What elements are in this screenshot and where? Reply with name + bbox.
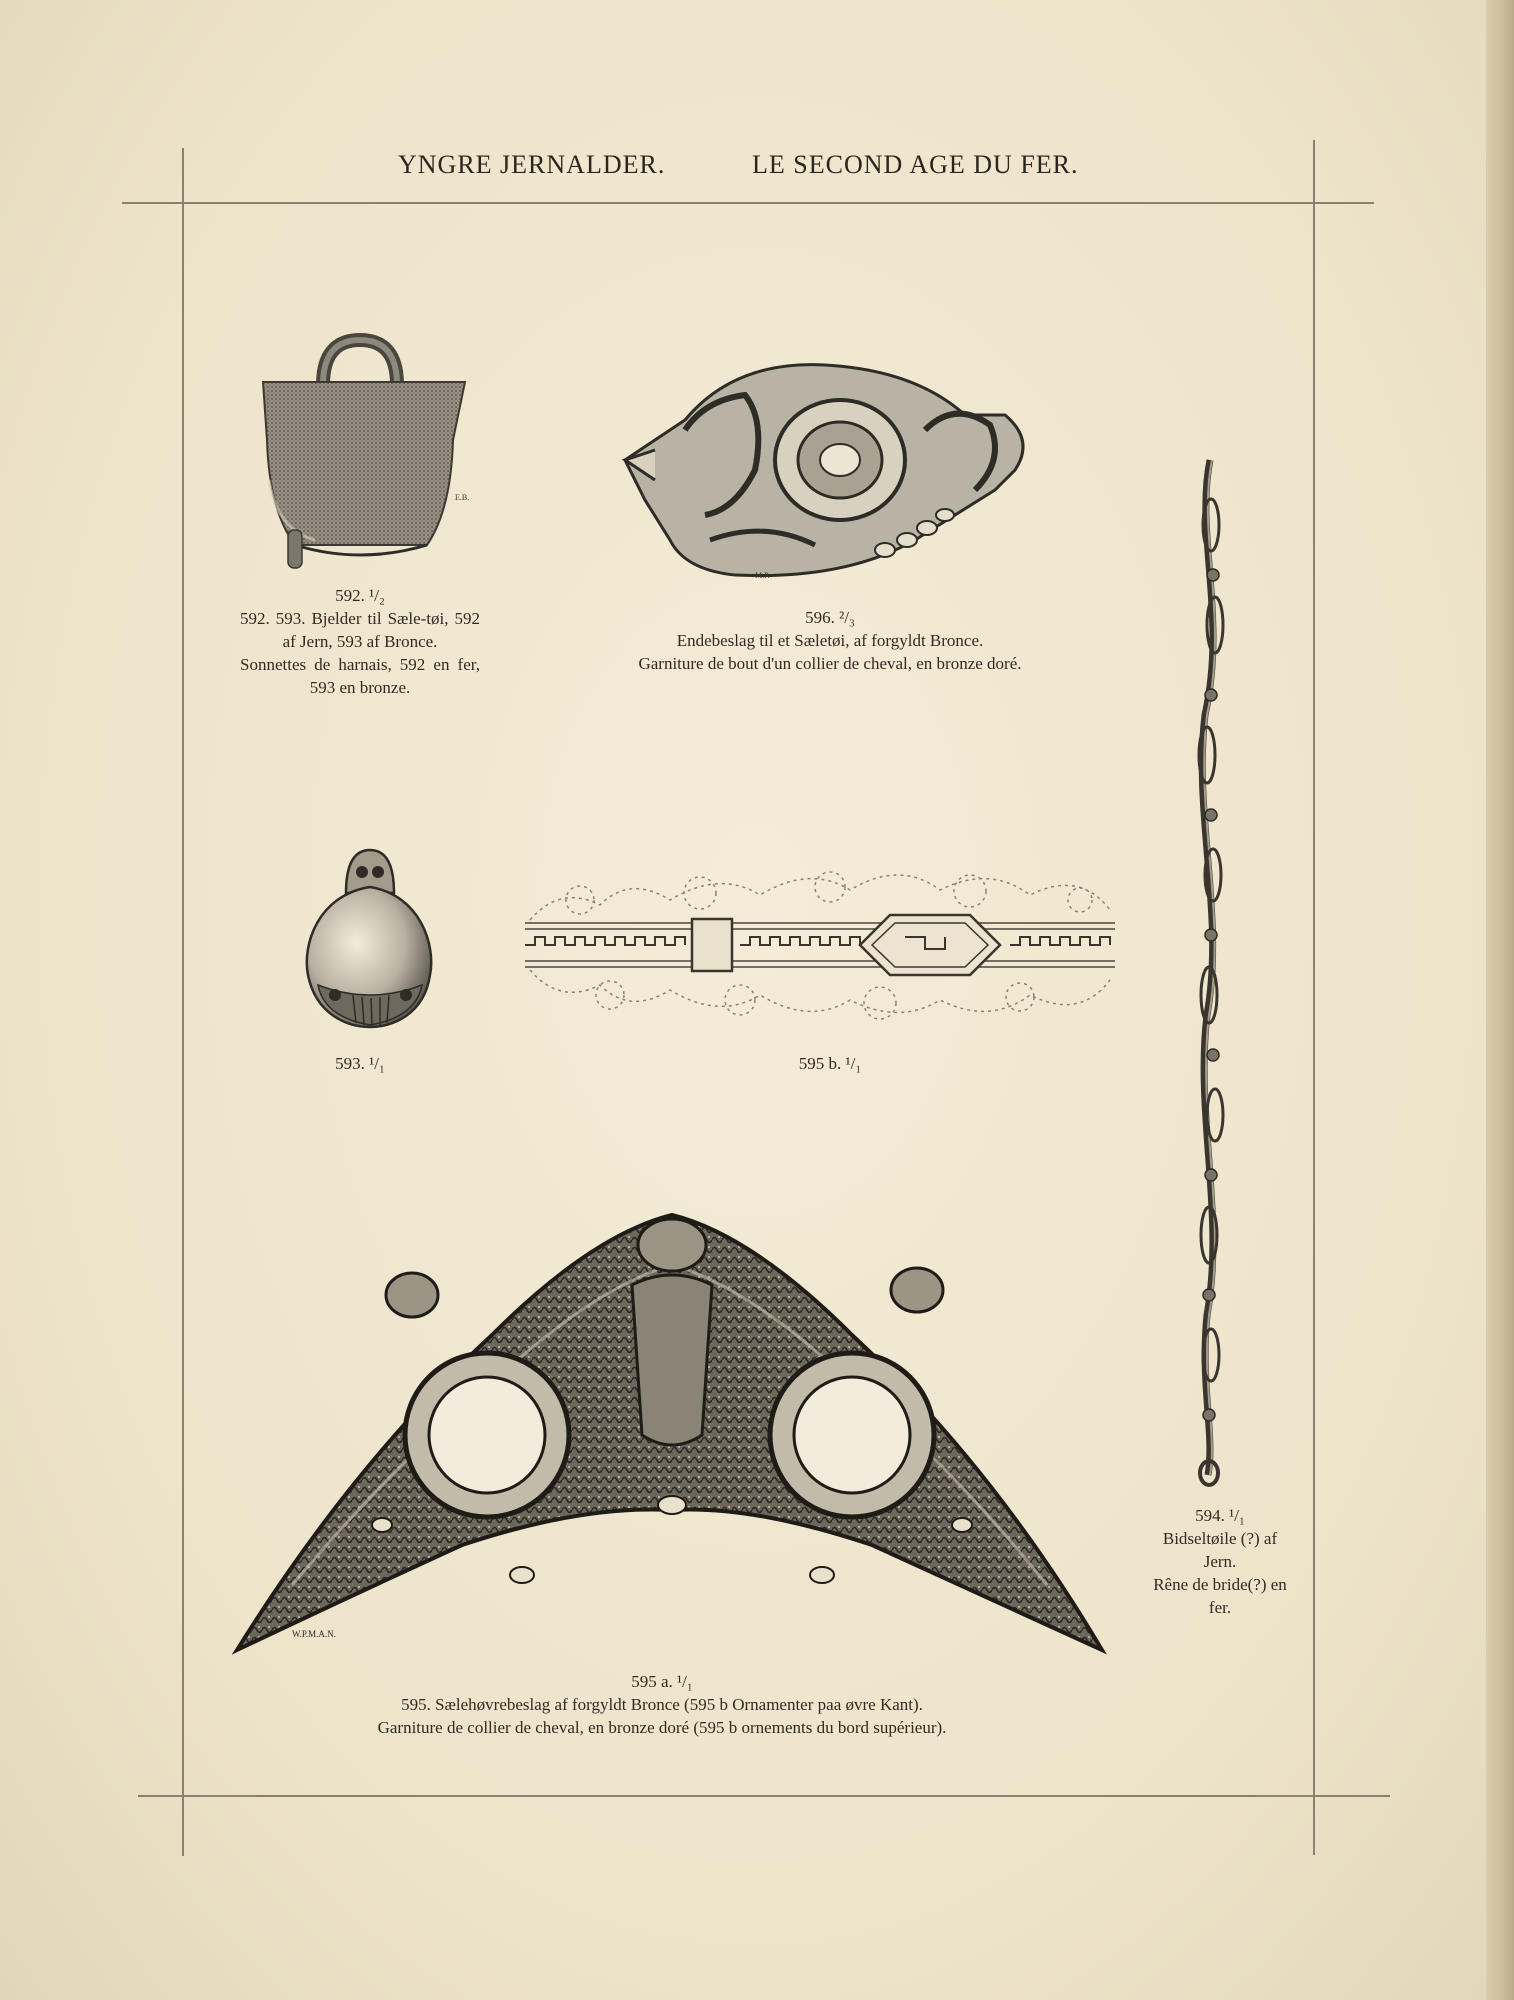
- frame-right-rule: [1313, 140, 1315, 1855]
- engraver-mark-595: W.P.M.A.N.: [292, 1629, 336, 1639]
- caption-596: [620, 606, 1040, 675]
- caption-592-french: Sonnettes de harnais, 592 en fer, 593 en bronze.: [240, 655, 480, 697]
- harness-mount-illustration: [232, 1205, 1107, 1655]
- caption-595b: [760, 1052, 900, 1075]
- figure-number-592: 592. ¹/₂: [335, 586, 385, 605]
- figure-596-end-mount: [615, 340, 1035, 590]
- frame-bottom-rule: [138, 1795, 1390, 1797]
- caption-596-norwegian: Endebeslag til et Sæletøi, af forgyldt Bronce.: [676, 631, 984, 650]
- frame-top-rule: [122, 202, 1374, 204]
- running-header: [0, 150, 1514, 190]
- figure-number-595a: 595 a. ¹/₁: [631, 1672, 693, 1691]
- caption-593: [300, 1052, 420, 1075]
- figure-number-596: 596. ²/₃: [805, 608, 855, 627]
- figure-number-594: 594. ¹/₁: [1195, 1506, 1245, 1525]
- caption-592: [240, 584, 480, 699]
- figure-593-bronze-bell: [298, 845, 438, 1030]
- frame-left-rule: [182, 148, 184, 1856]
- engraver-mark-592: E.B.: [455, 493, 470, 502]
- end-mount-illustration: [615, 340, 1035, 590]
- caption-595-french: Garniture de collier de cheval, en bronze doré (595 b ornements du bord supérieur).: [377, 1718, 947, 1737]
- figure-595b-ornament: [520, 865, 1120, 1025]
- caption-594-french: Rêne de bride(?) en fer.: [1153, 1575, 1287, 1617]
- header-left: YNGRE JERNALDER.: [398, 150, 666, 179]
- figure-595a-harness-mount: [232, 1205, 1107, 1655]
- caption-595-norwegian: 595. Sælehøvrebeslag af forgyldt Bronce (595 b Ornamenter paa øvre Kant).: [401, 1695, 923, 1714]
- figure-594-chain: [1175, 455, 1245, 1490]
- ornament-band-illustration: [520, 865, 1120, 1025]
- caption-596-french: Garniture de bout d'un collier de cheval, en bronze doré.: [638, 654, 1022, 673]
- figure-number-595b: 595 b. ¹/₁: [798, 1054, 862, 1073]
- book-spine: [1486, 0, 1514, 2000]
- caption-592-norwegian: 592. 593. Bjelder til Sæle-tøi, 592 af Jern, 593 af Bronce.: [240, 609, 480, 651]
- figure-number-593: 593. ¹/₁: [335, 1054, 385, 1073]
- bronze-bell-illustration: [298, 845, 438, 1030]
- iron-bell-illustration: [255, 330, 475, 580]
- header-right: LE SECOND AGE DU FER.: [752, 150, 1079, 179]
- engraver-mark-596: M.P.: [755, 571, 770, 580]
- chain-illustration: [1175, 455, 1245, 1490]
- figure-592-iron-bell: [255, 330, 475, 580]
- caption-594: [1150, 1504, 1290, 1619]
- caption-595a: [262, 1670, 1062, 1739]
- caption-594-norwegian: Bidseltøile (?) af Jern.: [1162, 1529, 1278, 1571]
